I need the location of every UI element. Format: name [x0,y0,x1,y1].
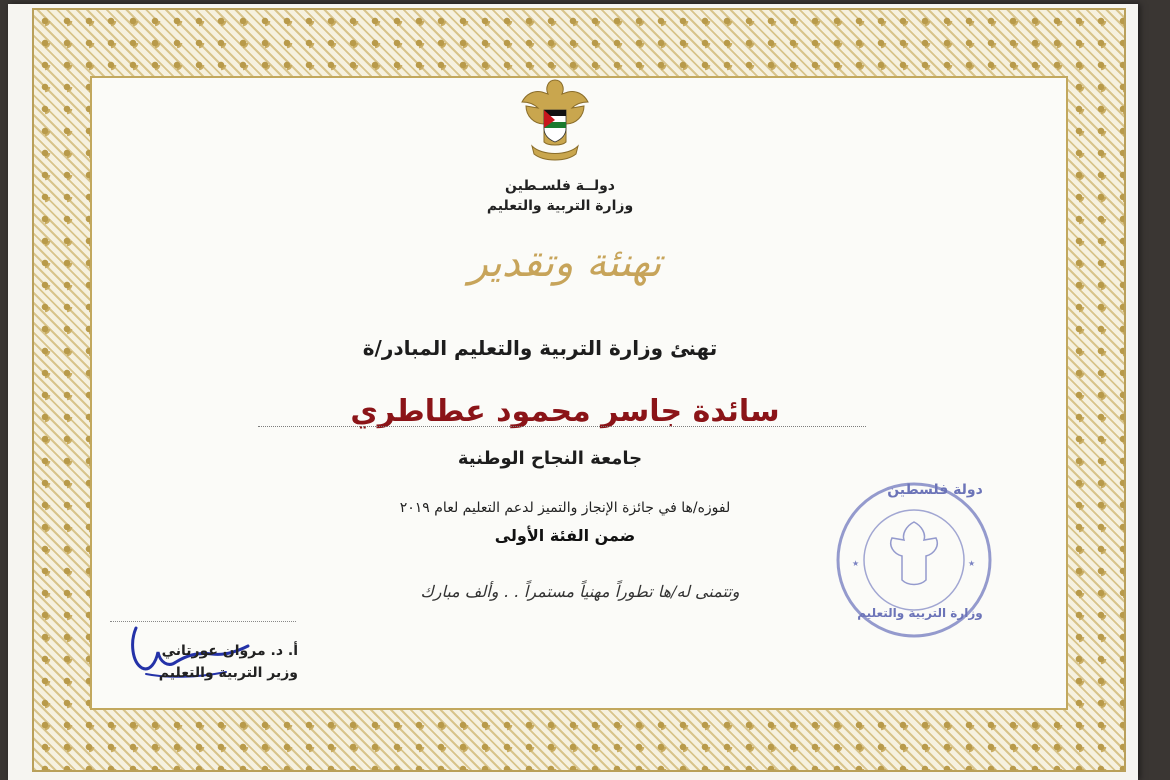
stamp-top-text: دولة فلسطين [887,482,983,498]
signatory-name: أ. د. مروان عورتاني [161,643,298,659]
svg-text:★: ★ [968,559,976,568]
award-line: لفوزه/ها في جائزة الإنجاز والتميز لدعم التعليم لعام ٢٠١٩ [399,500,731,516]
name-underline [258,426,866,427]
svg-text:★: ★ [852,559,860,568]
state-name: دولــة فلسـطين [505,178,615,194]
certificate-title: تهنئة وتقدير [468,240,662,286]
award-category: ضمن الفئة الأولى [494,526,636,545]
issuing-authority [430,176,690,216]
recipient-name: سائدة جاسر محمود عطاطري [350,394,780,429]
stamp-bottom-text: وزارة التربية والتعليم [857,606,983,620]
signatory-role: وزير التربية والتعليم [158,665,298,681]
wish-line: وتتمنى له/ها تطوراً مهنياً مستمراً . . وألف مبارك [420,582,740,601]
ministry-name: وزارة التربية والتعليم [486,198,634,214]
institution-name: جامعة النجاح الوطنية [457,448,643,469]
intro-line: تهنئ وزارة التربية والتعليم المبادر/ة [362,336,718,360]
palestine-emblem-icon [518,76,592,168]
signatory-block [98,640,298,684]
